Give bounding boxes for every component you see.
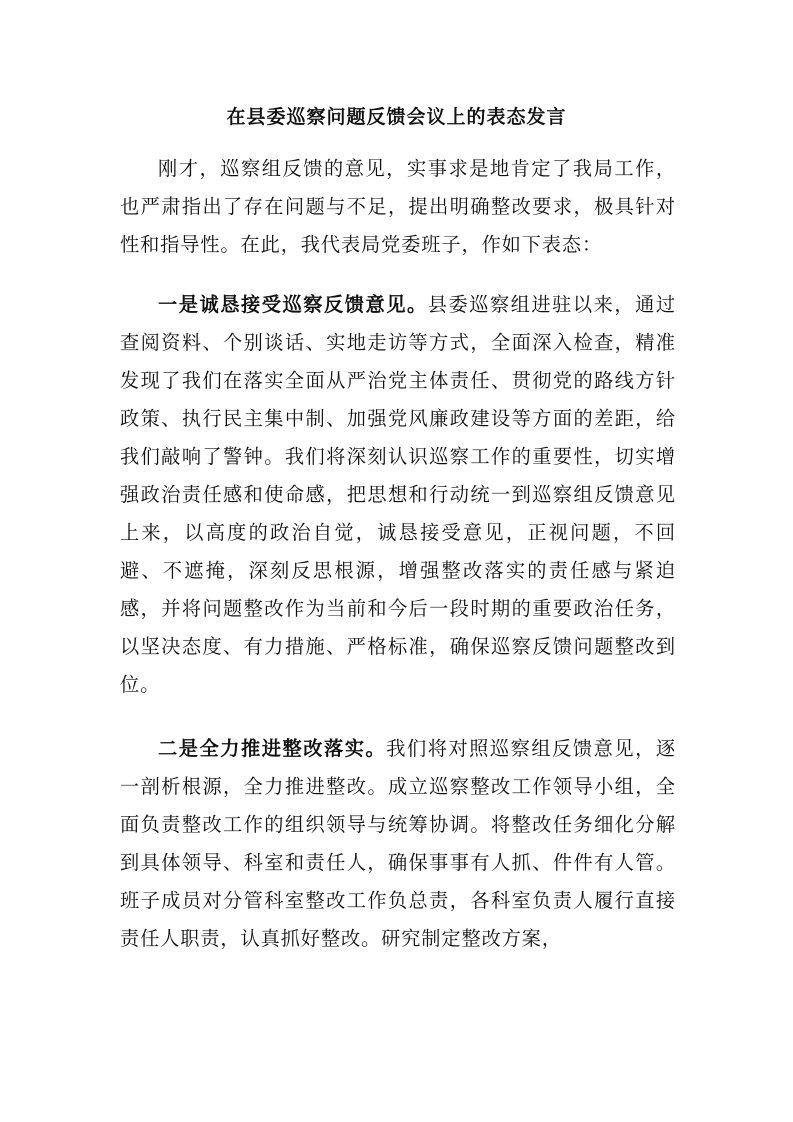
paragraph-point-one: [120, 286, 676, 704]
paragraph-point-one-lead: 一是诚恳接受巡察反馈意见。: [158, 293, 428, 316]
paragraph-point-one-text: 县委巡察组进驻以来，通过查阅资料、个别谈话、实地走访等方式，全面深入检查，精准发现了我们在落实全面从严治党主体责任、贯彻党的路线方针政策、执行民主集中制、加强党风廉政建设等方面的差距，给我们敲响了警钟。我们将深刻认识巡察工作的重要性，切实增强政治责任感和使命感，把思想和行动统一到巡察组反馈意见上来，以高度的政治自觉，诚恳接受意见，正视问题，不回避、不遮掩，深刻反思根源，增强整改落实的责任感与紧迫感，并将问题整改作为当前和今后一段时期的重要政治任务，以坚决态度、有力措施、严格标准，确保巡察反馈问题整改到位。: [120, 293, 676, 696]
document-title: 在县委巡察问题反馈会议上的表态发言: [226, 106, 567, 128]
paragraph-intro: [120, 150, 676, 264]
paragraph-point-two: [120, 730, 676, 958]
paragraph-point-two-lead: 二是全力推进整改落实。: [158, 737, 387, 760]
paragraph-point-two-text: 我们将对照巡察组反馈意见，逐一剖析根源，全力推进整改。成立巡察整改工作领导小组，全面负责整改工作的组织领导与统筹协调。将整改任务细化分解到具体领导、科室和责任人，确保事事有人抓、件件有人管。班子成员对分管科室整改工作负总责，各科室负责人履行直接责任人职责，认真抓好整改。研究制定整改方案，: [120, 737, 676, 950]
paragraph-intro-text: 刚才，巡察组反馈的意见，实事求是地肯定了我局工作，也严肃指出了存在问题与不足，提出明确整改要求，极具针对性和指导性。在此，我代表局党委班子，作如下表态：: [120, 157, 676, 256]
